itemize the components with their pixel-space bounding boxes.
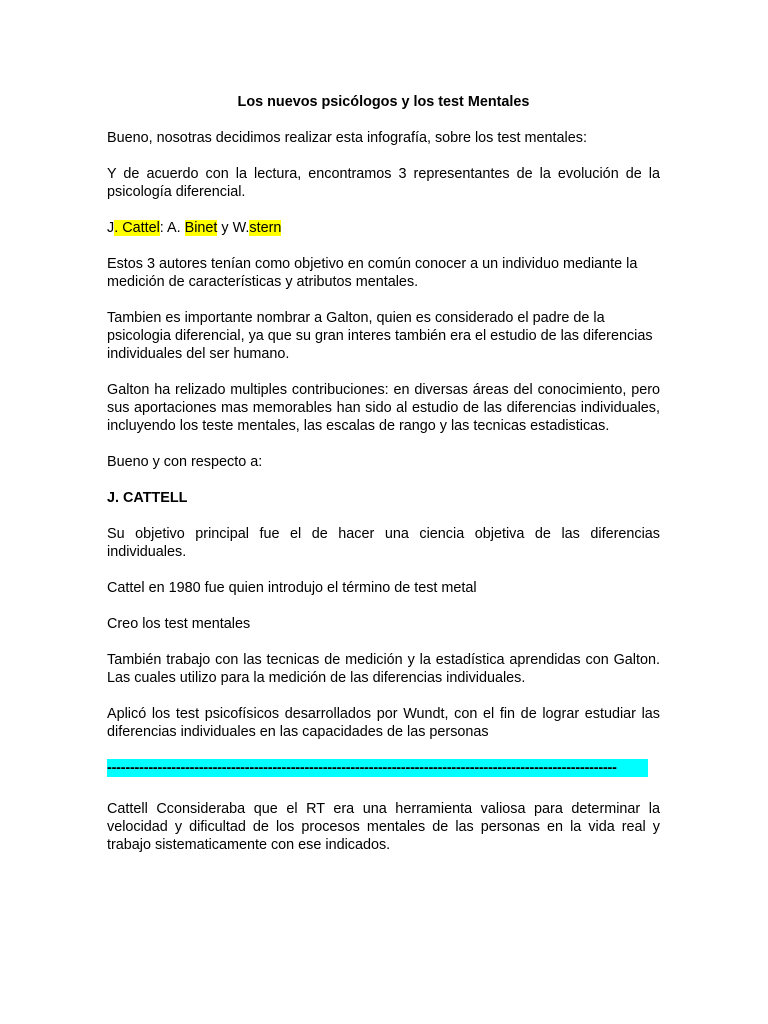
dashed-divider (107, 759, 660, 782)
heading-cattell: J. CATTELL (107, 490, 188, 506)
paragraph-intro: Bueno, nosotras decidimos realizar esta infografía, sobre los test mentales: (107, 130, 587, 146)
paragraph-rt: Cattell Cconsideraba que el RT era una herramienta valiosa para determinar la velocidad y dificultad de los procesos mentales de las personas en la vida real y trabajo sistematicamente con ese indicados. (107, 801, 660, 853)
name-separator-w: y W. (217, 220, 250, 236)
divider-line: --------------------------------------------------------------------------------------------------------------- (107, 759, 648, 777)
paragraph-creo-test: Creo los test mentales (107, 616, 251, 632)
highlight-stern: stern (249, 220, 282, 236)
paragraph-names (107, 219, 660, 237)
paragraph-galton-contribuciones: Galton ha relizado multiples contribuciones: en diversas áreas del conocimiento, pero sus aportaciones mas memorables han sido al estudio de las diferencias individuales, incluyendo los teste mentales, las escalas de rango y las tecnicas estadisticas. (107, 382, 660, 434)
paragraph-galton: Tambien es importante nombrar a Galton, quien es considerado el padre de la psicologia diferencial, ya que su gran interes también era el estudio de las diferencias individuales del ser humano. (107, 310, 653, 362)
paragraph-cattel-1980: Cattel en 1980 fue quien introdujo el término de test metal (107, 580, 477, 596)
document-page (107, 93, 660, 872)
paragraph-wundt: Aplicó los test psicofísicos desarrollados por Wundt, con el fin de lograr estudiar las diferencias individuales en las capacidades de las personas (107, 706, 660, 740)
name-j-prefix: J (107, 220, 115, 236)
name-separator-a: : A. (159, 220, 185, 236)
paragraph-tecnicas: También trabajo con las tecnicas de medición y la estadística aprendidas con Galton. Las cuales utilizo para la medición de las diferencias individuales. (107, 652, 660, 686)
highlight-cattel: . Cattel (114, 220, 160, 236)
paragraph-cattell-objetivo: Su objetivo principal fue el de hacer una ciencia objetiva de las diferencias individuales. (107, 526, 660, 560)
document-title: Los nuevos psicólogos y los test Mentales (237, 94, 530, 110)
paragraph-objetivo-comun: Estos 3 autores tenían como objetivo en común conocer a un individuo mediante la medición de características y atributos mentales. (107, 256, 638, 290)
paragraph-representantes: Y de acuerdo con la lectura, encontramos 3 representantes de la evolución de la psicología diferencial. (107, 166, 660, 200)
highlight-binet: Binet (184, 220, 218, 236)
paragraph-respecto: Bueno y con respecto a: (107, 454, 263, 470)
